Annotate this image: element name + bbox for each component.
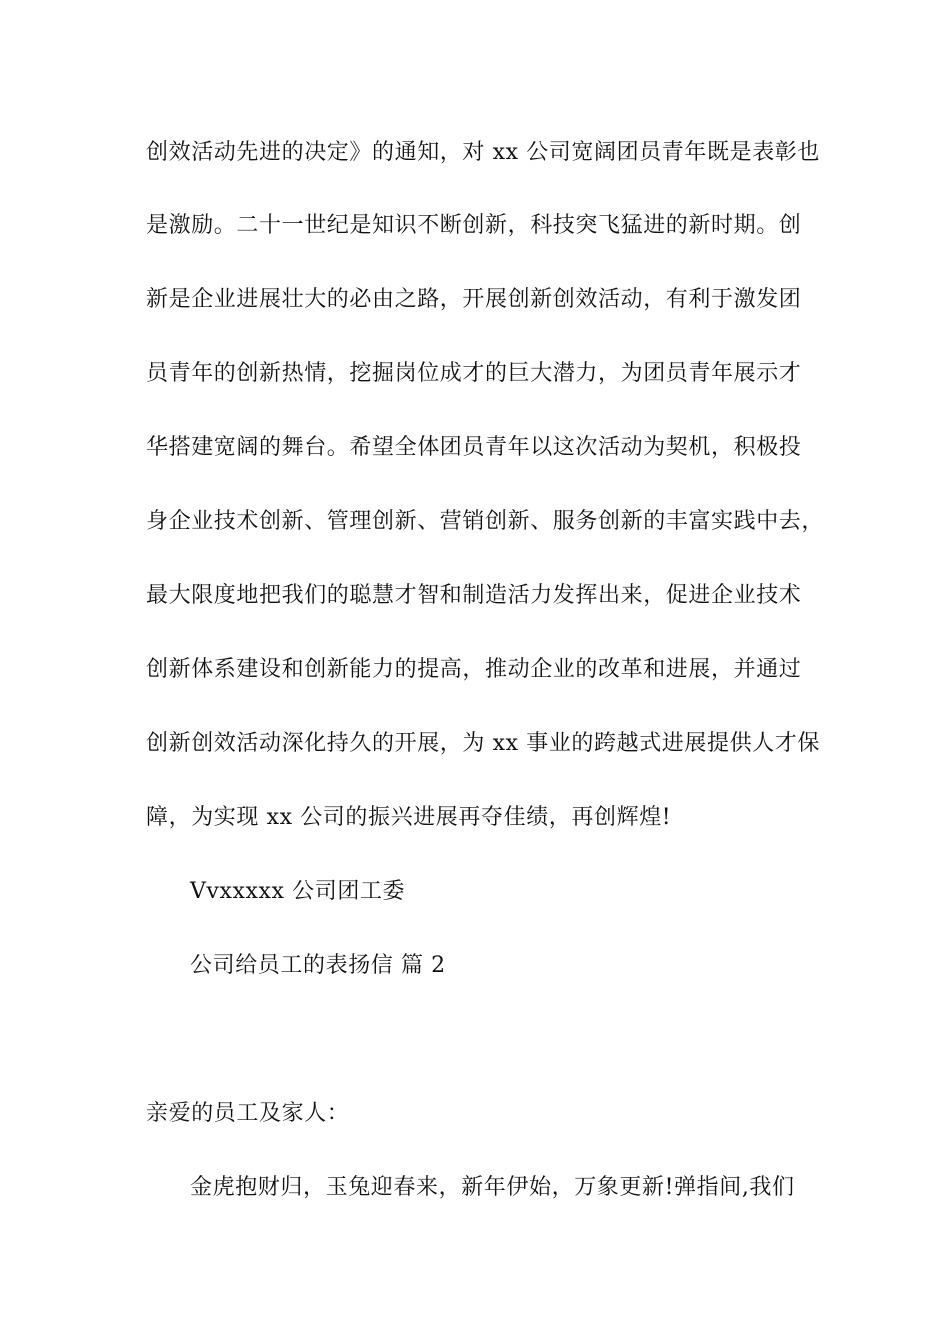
body-text-line: 是激励。二十一世纪是知识不断创新，科技突飞猛进的新时期。创 xyxy=(146,213,802,238)
body-text-line: 创效活动先进的决定》的通知，对 xx 公司宽阔团员青年既是表彰也 xyxy=(146,140,821,165)
body-text-line: 金虎抱财归，玉兔迎春来，新年伊始，万象更新!弹指间,我们 xyxy=(190,1175,795,1200)
body-text-line: 创新创效活动深化持久的开展，为 xx 事业的跨越式进展提供人才保 xyxy=(146,731,821,756)
body-text-line: 最大限度地把我们的聪慧才智和制造活力发挥出来，促进企业技术 xyxy=(146,583,802,608)
signature: Vvxxxxx 公司团工委 xyxy=(190,879,406,904)
body-text-line: 华搭建宽阔的舞台。希望全体团员青年以这次活动为契机，积极投 xyxy=(146,435,802,460)
body-text-line: 新是企业进展壮大的必由之路，开展创新创效活动，有利于激发团 xyxy=(146,287,802,312)
body-text-line: 员青年的创新热情，挖掘岗位成才的巨大潜力，为团员青年展示才 xyxy=(146,361,802,386)
body-text-line: 创新体系建设和创新能力的提高，推动企业的改革和进展，并通过 xyxy=(146,657,802,682)
body-text-line: 身企业技术创新、管理创新、营销创新、服务创新的丰富实践中去， xyxy=(146,509,825,534)
salutation: 亲爱的员工及家人： xyxy=(146,1101,350,1126)
section-title: 公司给员工的表扬信 篇 2 xyxy=(190,953,446,978)
body-text-line: 障，为实现 xx 公司的振兴进展再夺佳绩，再创辉煌! xyxy=(146,805,672,830)
